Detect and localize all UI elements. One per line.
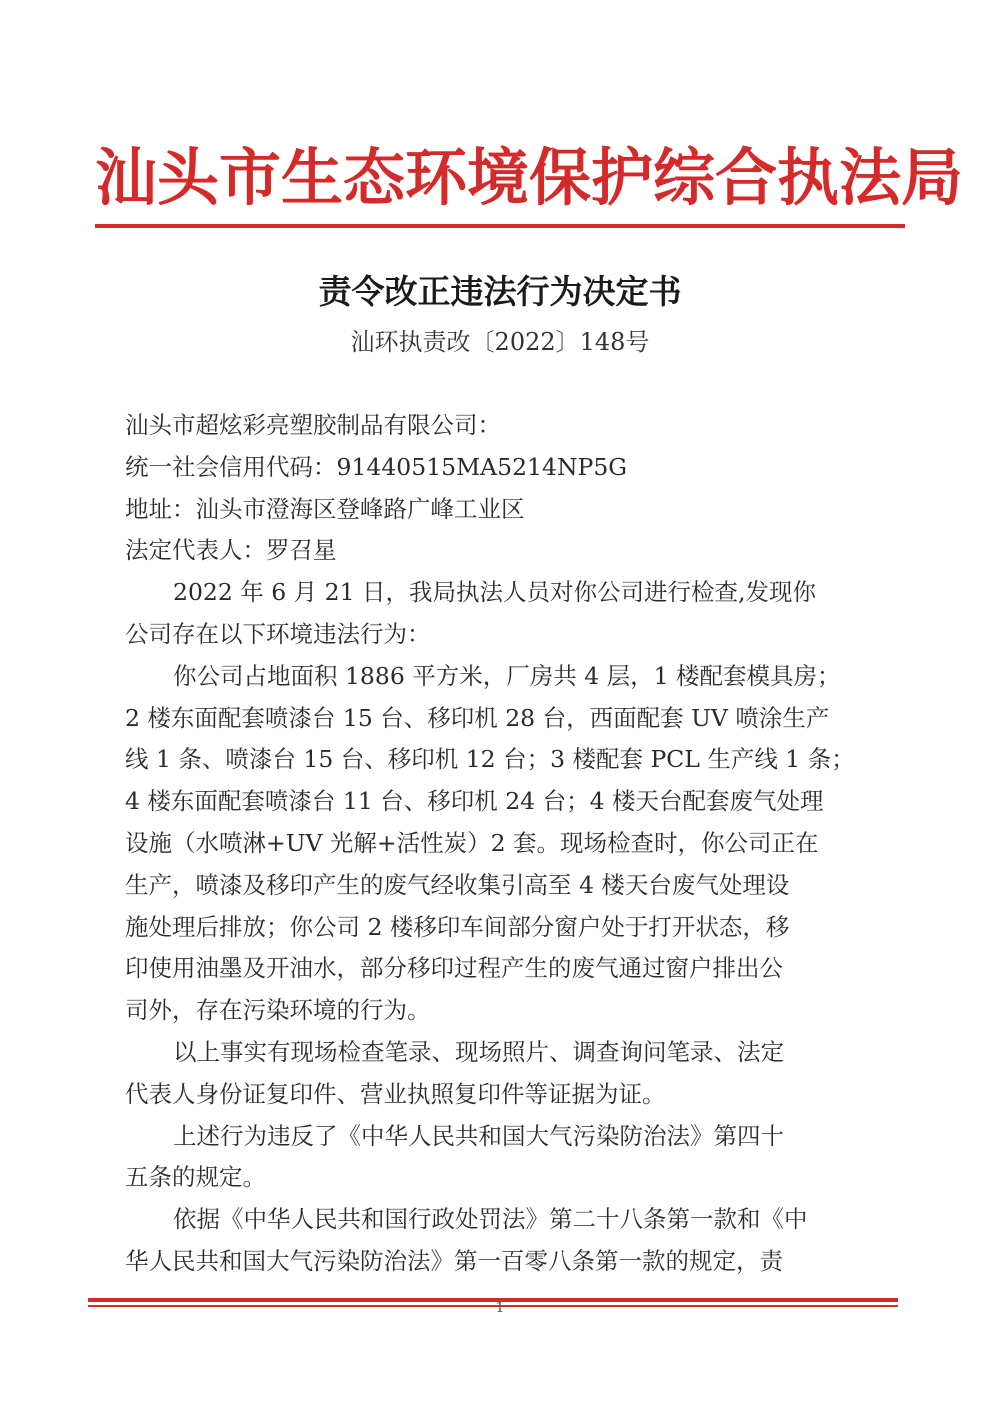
paragraph-1-line: 公司存在以下环境违法行为： bbox=[125, 619, 431, 648]
document-number: 汕环执责改〔2022〕148号 bbox=[350, 328, 650, 356]
paragraph-5-line: 依据《中华人民共和国行政处罚法》第二十八条第一款和《中 bbox=[173, 1205, 808, 1234]
paragraph-2-line: 司外，存在污染环境的行为。 bbox=[125, 996, 431, 1025]
paragraph-2-line: 印使用油墨及开油水，部分移印过程产生的废气通过窗户排出公 bbox=[125, 954, 783, 983]
document-body bbox=[125, 405, 880, 1283]
agency-name-header: 汕头市生态环境保护综合执法局 bbox=[95, 141, 964, 214]
legal-representative-line: 法定代表人：罗召星 bbox=[125, 536, 337, 565]
paragraph-2-line: 你公司占地面积 1886 平方米，厂房共 4 层，1 楼配套模具房； bbox=[173, 661, 841, 690]
paragraph-2-line: 生产，喷漆及移印产生的废气经收集引高至 4 楼天台废气处理设 bbox=[125, 870, 790, 899]
paragraph-2-line: 设施（水喷淋+UV 光解+活性炭）2 套。现场检查时，你公司正在 bbox=[125, 828, 819, 857]
paragraph-3-line: 以上事实有现场检查笔录、现场照片、调查询问笔录、法定 bbox=[173, 1037, 784, 1066]
paragraph-4-line: 五条的规定。 bbox=[125, 1163, 266, 1192]
document-title: 责令改正违法行为决定书 bbox=[318, 272, 682, 311]
address-line: 地址：汕头市澄海区登峰路广峰工业区 bbox=[125, 494, 525, 523]
paragraph-1-line: 2022 年 6 月 21 日，我局执法人员对你公司进行检查,发现你 bbox=[173, 578, 816, 607]
paragraph-2-line: 4 楼东面配套喷漆台 11 台、移印机 24 台；4 楼天台配套废气处理 bbox=[125, 787, 824, 816]
paragraph-5-line: 华人民共和国大气污染防治法》第一百零八条第一款的规定，责 bbox=[125, 1246, 783, 1275]
page-number: 1 bbox=[495, 1300, 505, 1316]
credit-code-line: 统一社会信用代码：91440515MA5214NP5G bbox=[125, 452, 628, 481]
paragraph-4-line: 上述行为违反了《中华人民共和国大气污染防治法》第四十 bbox=[173, 1121, 784, 1150]
paragraph-2-line: 2 楼东面配套喷漆台 15 台、移印机 28 台，西面配套 UV 喷涂生产 bbox=[125, 703, 830, 732]
recipient-company: 汕头市超炫彩亮塑胶制品有限公司： bbox=[125, 411, 501, 439]
paragraph-2-line: 线 1 条、喷漆台 15 台、移印机 12 台；3 楼配套 PCL 生产线 1 条； bbox=[125, 745, 855, 774]
paragraph-3-line: 代表人身份证复印件、营业执照复印件等证据为证。 bbox=[125, 1079, 666, 1108]
paragraph-2-line: 施处理后排放；你公司 2 楼移印车间部分窗户处于打开状态，移 bbox=[125, 912, 790, 941]
header-red-rule bbox=[95, 224, 905, 228]
